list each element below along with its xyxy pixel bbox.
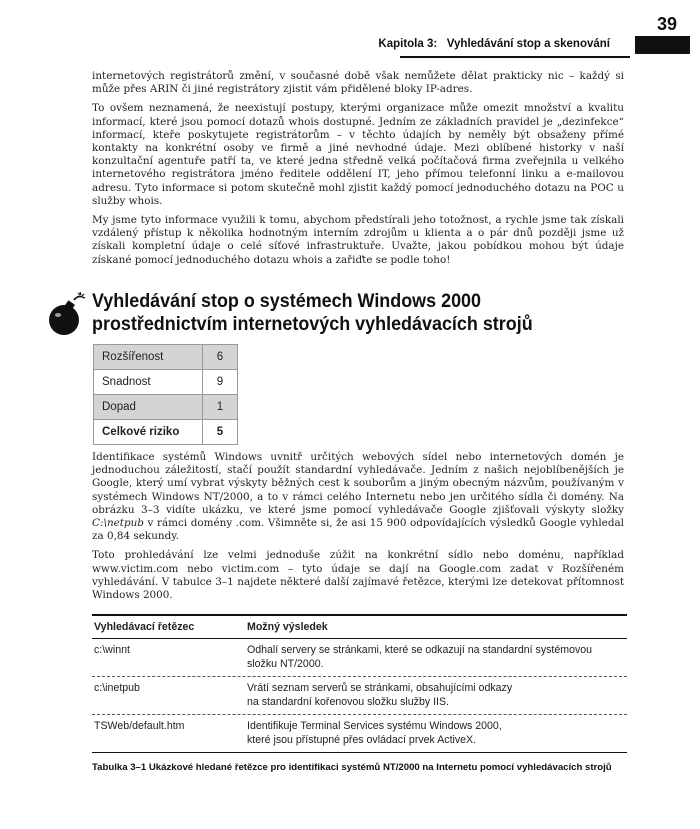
result-line: Identifikuje Terminal Services systému Windows 2000, [247,720,502,732]
risk-value: 5 [203,420,238,445]
main-text [92,451,624,608]
section-title [92,290,589,336]
result-line: Odhalí servery se stránkami, které se odkazují na standardní systémovou [247,644,593,656]
section-title-line2: prostřednictvím internetových vyhledávacích strojů [92,313,533,335]
table-row [92,639,627,677]
running-header-text [378,38,610,50]
result-cell [247,719,627,747]
paragraph [92,451,624,543]
table-header [92,614,627,639]
column-header: Vyhledávací řetězec [94,621,195,633]
header-rule [400,56,630,58]
risk-value: 6 [203,345,238,370]
risk-row [94,395,238,420]
intro-text [92,70,624,273]
risk-row [94,345,238,370]
result-cell [247,681,627,709]
section-title-line1: Vyhledávání stop o systémech Windows 2000 [92,290,482,312]
column-header: Možný výsledek [247,621,328,633]
chapter-label: Kapitola 3: [378,38,438,50]
paragraph: internetových registrátorů změní, v současné době však nemůžete dělat prakticky nic – každý si může přes ARIN či jiné registrátory zjistit vám přidělené bloky IP-adres. [92,70,624,96]
chapter-title: Vyhledávání stop a skenování [446,38,610,50]
paragraph: To ovšem neznamená, že neexistují postupy, kterými organizace může omezit množství a kvalitu informací, které jsou pomocí dotazů whois dostupné. Jedním ze základních pravidel je „dezinfekce“ informací, kteře poskytujete registrátorům – v těchto údajích by neměly být obsaženy přímé kontakty na konkrétní osoby ve firmě a jiné nevhodné údaje. Mezi oblíbené historky v naší konzultační agentuře patří ta, ve které jedna středně velká počítačová firma zveřejnila u velkého internetového registrátora jméno ředitele oddělení IT, jeho přímou telefonní linku a e-mailovou adresu. Tyto informace si potom skutečně mohl zjistit každý pomocí jednoduchého dotazu na POC u služby whois. [92,102,624,207]
path-text: C:\netpub [92,517,144,530]
paragraph: Toto prohledávání lze velmi jednoduše zúžit na konkrétní sídlo nebo doménu, například www.victim.com nebo victim.com – tyto údaje se dají na Google.com zadat v Rozšířeném vyhledávání. V tabulce 3–1 najdete některé další zajímavé řetězce, kterými lze detekovat přítomnost Windows 2000. [92,549,624,602]
bomb-icon [44,292,88,338]
search-string-table [92,614,627,753]
query-cell: c:\inetpub [94,682,140,694]
risk-value: 9 [203,370,238,395]
result-line: Vrátí seznam serverů se stránkami, obsahujícími odkazy [247,682,513,694]
table-row [92,715,627,753]
risk-row-total [94,420,238,445]
risk-label: Rozšířenost [94,345,203,370]
page-tab [635,36,690,54]
result-line: na standardní kořenovou složku služby IIS. [247,696,449,708]
table-caption: Tabulka 3–1 Ukázkové hledané řetězce pro identifikaci systémů NT/2000 na Internetu pomocí vyhledávacích strojů [92,762,612,773]
result-line: které jsou přístupné přes ovládací prvek ActiveX. [247,734,477,746]
risk-label: Snadnost [94,370,203,395]
risk-label: Celkové riziko [94,420,203,445]
running-header [0,36,700,58]
paragraph: My jsme tyto informace využili k tomu, abychom předstírali jeho totožnost, a rychle jsme tak získali vzdálený přístup k několika hodnotným interním zdrojům u klienta a o pár dnů později jsme už získali kompletní údaje o celé síťové infrastruktuře. Uvažte, jakou pobídkou mohou být údaje získané pomocí jednoduchého dotazu whois a zařiďte se podle toho! [92,214,624,266]
page-number: 39 [656,14,677,34]
query-cell: c:\winnt [94,644,130,656]
risk-value: 1 [203,395,238,420]
query-cell: TSWeb/default.htm [94,720,185,732]
risk-rating-table [93,344,238,445]
paragraph-part: Identifikace systémů Windows uvnitř určitých webových sídel nebo internetových domén je jednoduchou záležitostí, stačí použít standardní vyhledávače. Jedním z našich nejoblíbenějších je Google, který umí vybrat výskyty běžných cest k souborům a jiným obecným názvům, používaným v systémech Windows NT/2000, a to v rámci celého Internetu nebo jen určitého sídla či domény. Na obrázku 3–3 vidíte ukázku, ve které jsme pomocí vyhledávače Google zjišťovali výskyty složky [92,451,624,516]
result-line: složku NT/2000. [247,658,324,670]
table-row [92,677,627,715]
result-cell [247,643,627,671]
paragraph-part: v rámci domény .com. Všimněte si, že asi 15 900 odpovídajících výsledků Google vyhledal za 0,84 sekundy. [92,517,624,543]
risk-row [94,370,238,395]
risk-label: Dopad [94,395,203,420]
